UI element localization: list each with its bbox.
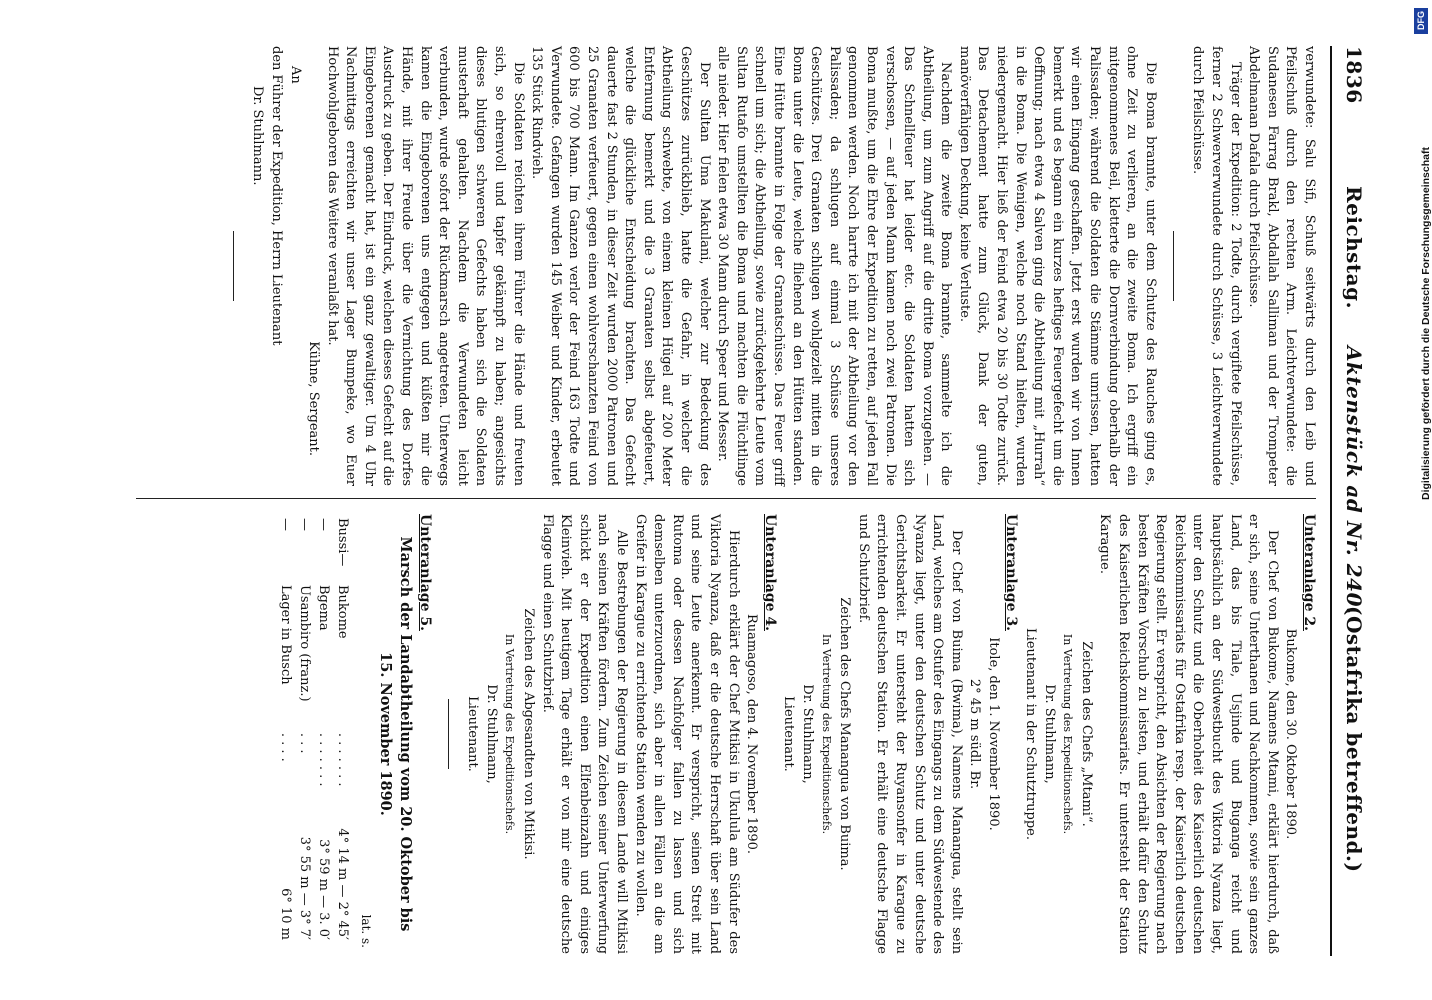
row-leader: . . . . xyxy=(278,732,294,762)
paragraph: Die Boma brannte, unter dem Schutze des Rauches ging es, ohne Zeit zu verlieren, an die zweite Boma. Ich ergriff ein mitgenommenes Beil, kletterte die Dornverbindung oberhalb der Palissaden; während die Soldaten die Stämme umrissen, hatten wir einen Eingang geschaffen. Jetzt erst wurden wir von Innen bemerkt und es begann ein kurzes heftiges Feuergefecht um die Oeffnung; nach etwa 4 Salven ging die Abtheilung mit „Hurrah“ in die Boma. Die Wenigen, welche noch Stand hielten, wurden niedergemacht. Hier ließ der Feind etwa 20 bis 30 Todte zurück. Das Detachement hatte zum Glück, Dank der guten, manöverfähigen Deckung, keine Verluste. xyxy=(956,46,1158,486)
dfg-logo: DFG xyxy=(1414,8,1428,34)
row-prefix: — xyxy=(297,518,313,531)
row-prefix: Bussi— xyxy=(335,518,351,567)
divider xyxy=(448,699,449,769)
paragraph: Die Soldaten reichten ihrem Führer die Hände und freuten sich, so ehrenvoll und tapfer gekämpft zu haben; angesichts dieses blutigen schweren Gefechts haben sich die Soldaten musterhaft gehalten. Nachdem die Verwundeten leicht verbunden, wurde sofort der Rückmarsch angetreten. Unterwegs kamen die Eingeborenen uns entgegen und küßten mir die Hände, mit ihrer Freude über die Vernichtung des Dorfes Ausdruck zu geben. Der Eindruck, welchen dieses Gefecht auf die Eingeborenen gemacht hat, ist ein ganz gewaltiger. Um 4 Uhr Nachmittags erreichten wir unser Lager Bumpeke, wo Euer Hochwohlgeboren das Weitere veranlaßt hat. xyxy=(324,46,526,486)
table-row xyxy=(277,514,296,944)
column-divider xyxy=(136,498,1316,499)
witness-line: In Vertretung des Expeditionschefs. xyxy=(819,633,833,835)
chief-mark: Zeichen des Chefs Manangua von Buima. xyxy=(837,597,853,871)
witness-line: In Vertretung des Expeditionschefs. xyxy=(1061,633,1075,835)
paragraph: Der Chef von Buima (Bwima), Namens Manangua, stellt sein Land, welches am Ostufer des Eingangs zu dem Südwestende des Nyanza liegt, unter den deutschen Schutz und unter deutsche Gerichtsbarkeit. Er untersteht der Ruyansonfer in Karague zu errichtenden deutschen Station. Er erhält eine deutsche Flagge und Schutzbrief. xyxy=(855,514,964,954)
signature-rank: Lieutenant. xyxy=(465,696,481,772)
signature-rank: Lieutenant. xyxy=(781,696,797,772)
row-prefix: — xyxy=(278,518,294,531)
divider xyxy=(233,231,234,301)
chief-mark: Zeichen des Chefs „Mtami“. xyxy=(1078,641,1094,827)
row-leader: . . . . . . . xyxy=(316,732,332,787)
digitization-note: Digitalisierung gefördert durch die Deutsche Forschungsgemeinschaft xyxy=(1420,147,1432,500)
coordinates: 2° 45 m südl. Br. xyxy=(967,678,983,790)
page-number: 1836 xyxy=(1342,46,1366,104)
row-place: Usambiro (franz.) xyxy=(297,584,313,702)
march-table xyxy=(277,514,353,944)
place-date: Ruamagoso, den 4. November 1890. xyxy=(744,613,760,855)
right-column xyxy=(277,514,1319,954)
row-place: Bukome xyxy=(335,584,351,639)
witness-line: In Vertretung des Expeditionschefs. xyxy=(503,633,517,835)
lat-header: lat. s. xyxy=(359,914,374,948)
signature-rank: Lieutenant in der Schutztruppe. xyxy=(1023,628,1039,840)
table-row xyxy=(334,514,353,944)
paragraph: Alle Bestrebungen der Regierung in diesem Lande will Mtikisi nach seinen Kräften fördern. Zum Zeichen seiner Unterwerfung schickt er der Expedition einen Elfenbeinzahn und einiges Kleinvieh. Mit heutigem Tage erhält er von mir eine deutsche Flagge und einen Schutzbrief. xyxy=(539,514,630,954)
signature: Dr. Stuhlmann, xyxy=(483,684,499,784)
row-leader: . . . . . . . xyxy=(335,732,351,787)
signature: Dr. Stuhlmann, xyxy=(1041,684,1057,784)
chief-mark: Zeichen des Abgesandten von Mtikisi. xyxy=(521,608,537,860)
march-title: Marsch der Landabtheilung vom 20. Oktober bis xyxy=(397,536,415,932)
signature-kuehne: Kühne, Sergeant. xyxy=(306,341,322,456)
divider xyxy=(1173,231,1174,301)
row-place: Bgema xyxy=(316,584,332,631)
address-line: Dr. Stuhlmann. xyxy=(250,86,266,186)
unteranlage-2-label: Unteranlage 2. xyxy=(1301,514,1317,631)
paragraph: Der Sultan Uma Makulani, welcher zur Bedeckung des Geschützes zurückblieb, hatte die Gefahr, in welcher die Abtheilung schwebte, von einem kleinen Hügel auf 200 Meter Entfernung bemerkt und die 3 Granaten selbst abgefeuert, welche die glückliche Entscheidung brachten. Das Gefecht dauerte fast 2 Stunden, in dieser Zeit wurden 2000 Patronen und 25 Granaten verfeuert, gegen einen wohlverschanzten Feind von 600 bis 700 Mann. Im Ganzen verlor der Feind 163 Todte und Verwundete. Gefangen wurden 145 Weiber und Kinder, erbeutet 135 Stück Rindvieh. xyxy=(529,46,712,486)
place-date: Bukome, den 30. Oktober 1890. xyxy=(1283,628,1299,840)
row-latitude: 3° 59 m — 3. 0′ xyxy=(316,839,332,940)
address-line: den Führer der Expedition, Herrn Lieutenant xyxy=(268,46,284,346)
table-row xyxy=(296,514,315,944)
row-prefix: — xyxy=(316,518,332,531)
paragraph: Nachdem die zweite Boma brannte, sammelte ich die Abtheilung, um zum Angriff auf die dritte Boma vorzugehen. — Das Schnellfeuer hat leider etc. die Soldaten hatten sich verschossen, — auf jeden Mann kamen noch zwei Patronen. Die Boma mußte, um die Ehre der Expedition zu retten, auf jeden Fall genommen werden. Noch harrte ich mit der Abtheilung vor den Palissaden; da schlugen auf einmal 3 Schüsse unseres Geschützes. Drei Granaten schlugen wohlgezielt mitten in die Boma unter die Leute, welche fliehend an den Hütten standen. Eine Hütte brannte in Folge der Granatschüsse. Das Feuer griff schnell um sich; die Abtheilung, sowie zurückgekehrte Leute vom Sultan Rutafo umstellten die Boma und machten die Flüchtlinge alle nieder. Hier fielen etwa 30 Mann durch Speer und Messer. xyxy=(715,46,954,486)
row-latitude: 6° 10 m xyxy=(278,888,294,940)
row-latitude: 4° 14 m — 2° 45′ xyxy=(335,828,351,940)
place-date: Itole, den 1. November 1890. xyxy=(985,637,1001,831)
paragraph: Hierdurch erklärt der Chef Mtikisi in Ukulula am Südufer des Viktoria Nyanza, daß er die deutsche Herrschaft über sein Land und seine Leute anerkennt. Er verspricht, seinen Streit mit Rutoma oder dessen Nachfolger fallen zu lassen und sich demselben unterzuordnen, sich aber in allen Fällen an die am Greifer in Karague zu errichtende Station wenden zu wollen. xyxy=(632,514,741,954)
paragraph: Träger der Expedition: 2 Todte, durch vergiftete Pfeilschüsse, ferner 2 Schwerverwundete durch Schüsse, 3 Leichtverwundete durch Pfeilschüsse. xyxy=(1190,46,1243,486)
document-page xyxy=(0,46,1372,956)
paragraph: Der Chef von Bukome, Namens Mtami, erklärt hierdurch, daß er sich, seine Unterthanen und Nachkommen, sowie sein ganzes Land, das bis Tiale, Usjinde und Buganga reicht und hauptsächlich an der Südwestbucht des Viktoria Nyanza liegt, unter den Schutz und die Oberhoheit des Kaiserlich deutschen Reichskommissariats für Ostafrika resp. der Kaiserlich deutschen Regierung stellt. Er verspricht, den Absichten der Regierung nach besten Kräften Vorschub zu leisten, und erhält dafür den Schutz des Kaiserlichen Reichskommissariats. Er untersteht der Station Karague. xyxy=(1097,514,1280,954)
signature: Dr. Stuhlmann, xyxy=(799,684,815,784)
row-place: Lager in Busch xyxy=(278,584,294,685)
left-column xyxy=(219,46,1318,486)
march-title-dates: 15. November 1890. xyxy=(377,652,395,816)
unteranlage-3-label: Unteranlage 3. xyxy=(1003,514,1020,631)
row-latitude: 3° 55 m — 3° 7′ xyxy=(297,836,313,940)
table-row xyxy=(315,514,334,944)
unteranlage-4-label: Unteranlage 4. xyxy=(761,514,778,631)
page-header xyxy=(1330,46,1372,956)
row-leader: . . . xyxy=(297,732,313,754)
address-an: An xyxy=(287,66,303,84)
header-reichstag: Reichstag. xyxy=(1342,186,1366,310)
header-aktenstueck: Aktenstück ad Nr. 240. xyxy=(1342,346,1366,615)
unteranlage-5-label: Unteranlage 5. xyxy=(416,514,433,631)
header-subject: (Ostafrika betreffend.) xyxy=(1342,606,1366,873)
paragraph: verwundete: Salu Sifi, Schuß seitwärts durch den Leib und Pfeilschuß durch den rechten Arm. Leichtverwundete: die Sudanesen Farrag Brakl, Abdallah Salliman und der Trompeter Abdelmanan Dafala durch Pfeilschüsse. xyxy=(1246,46,1317,486)
